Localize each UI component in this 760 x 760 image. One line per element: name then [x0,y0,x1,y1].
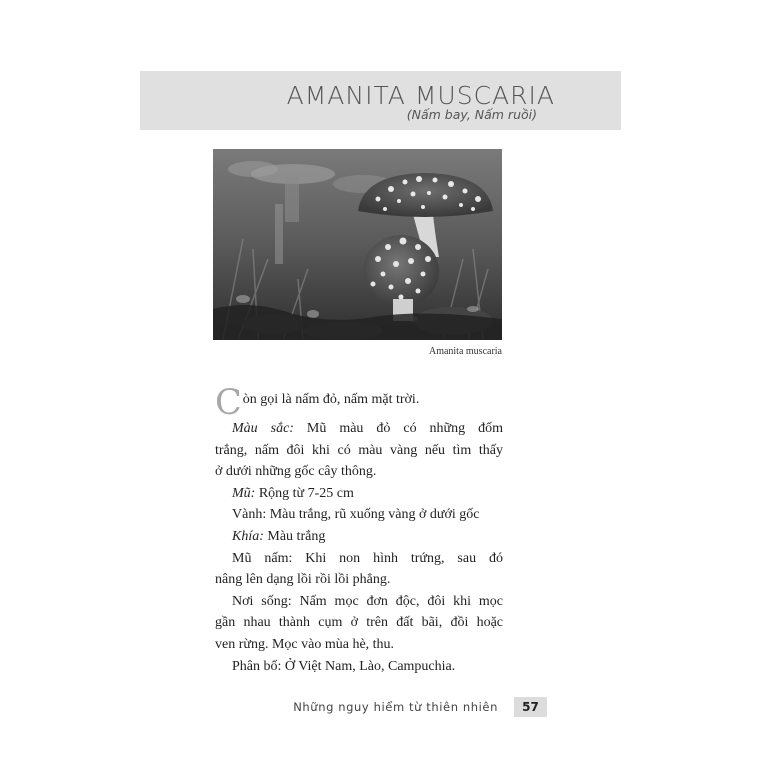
text-line [215,483,503,505]
text-line: nâng lên dạng lồi rồi lồi phẳng. [215,572,391,588]
chapter-header [140,71,621,130]
text-line: gần nhau thành cụm ở trên đất bãi, đồi hoặc [215,615,503,631]
label-cap: Mũ: [232,485,256,501]
text-line: òn gọi là nấm đỏ, nấm mặt trời. [242,392,420,407]
text-line: ven rừng. Mọc vào mùa hè, thu. [215,636,395,652]
running-footer: Những nguy hiểm từ thiên nhiên [293,700,498,714]
paragraph-ring [215,504,503,526]
paragraph-cap [215,483,503,505]
paragraph-color [215,418,503,483]
text-line [215,526,503,548]
mushroom-photo [213,149,502,340]
text-line: Phân bố: Ở Việt Nam, Lào, Campuchia. [232,658,456,674]
text-line-rest: Mũ màu đỏ có những đốm [293,421,503,436]
text-line: ở dưới những gốc cây thông. [215,464,377,480]
text-line [215,418,503,440]
text-line: trắng, nấm đôi khi có màu vàng nếu tìm thấy [215,442,503,458]
text-line: Mũ nấm: Khi non hình trứng, sau đó [232,550,503,566]
text-line-rest: Màu trắng [263,528,326,544]
text-line: Nơi sống: Nấm mọc đơn độc, đôi khi mọc [232,593,503,609]
paragraph-gills [215,526,503,548]
photo-caption: Amanita muscaria [428,346,502,357]
paragraph-habitat [215,591,503,656]
paragraph-intro [215,383,503,423]
drop-cap: C [215,383,242,423]
label-gills: Khía: [232,528,264,544]
text-line-rest: Rộng từ 7-25 cm [255,485,354,501]
page-number: 57 [514,697,547,717]
page-title: AMANITA MUSCARIA [286,81,555,110]
label-color: Màu sắc: [232,421,294,436]
paragraph-cap-shape [215,548,503,591]
text-line: Vành: Màu trắng, rũ xuống vàng ở dưới gốc [232,507,480,523]
page-subtitle: (Nấm bay, Nấm ruồi) [406,107,537,122]
paragraph-distribution [215,656,503,678]
article-body [215,383,503,677]
